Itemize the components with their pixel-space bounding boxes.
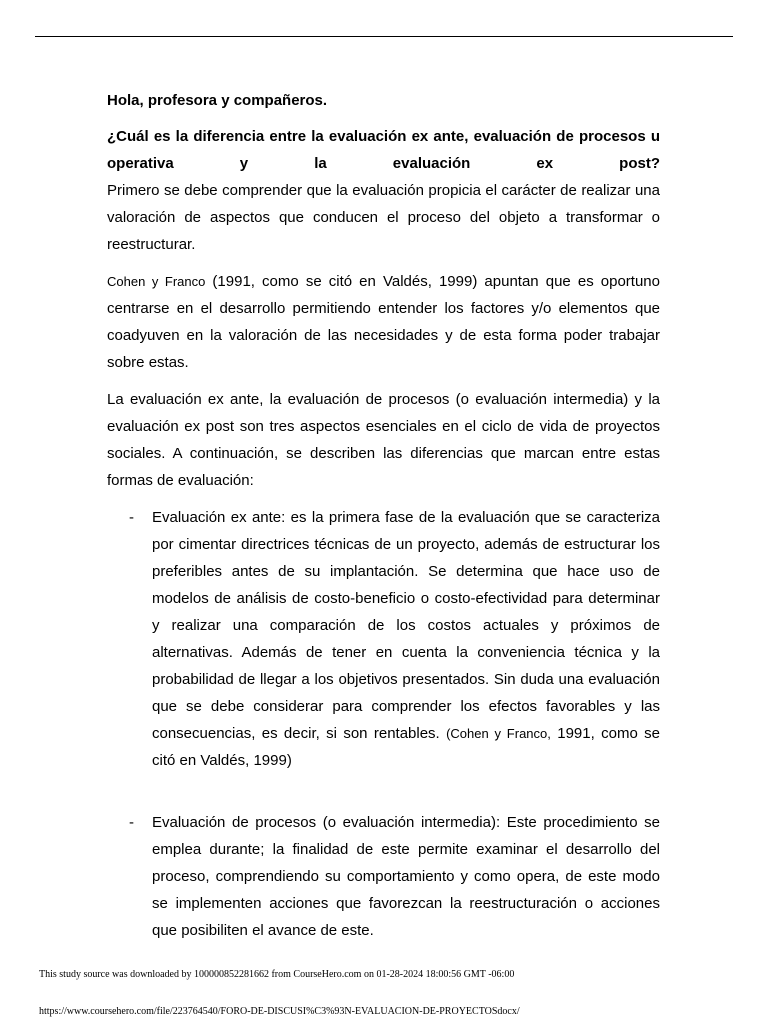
bullet-dash: - [129,509,134,526]
download-notice: This study source was downloaded by 100000852281662 from CourseHero.com on 01-28-2024 18:00:56 GMT -06:00 [39,969,515,980]
list-item-text: Evaluación de procesos (o evaluación intermedia): Este procedimiento se emplea durante; la finalidad de este permite examinar el desarrollo del proceso, comprendiendo su comportamiento y como opera, de este modo se implementen acciones que favorezcan la reestructuración o acciones que posibiliten el avance de este. [152,814,660,939]
citation-text: (1991, como se citó en Valdés, 1999) apuntan que es oportuno centrarse en el desarrollo permitiendo entender los factores y/o elementos que coadyuven en la valoración de las necesidades y de esta forma poder trabajar sobre estas. [107,273,660,371]
question-heading [107,123,660,177]
evaluation-list [107,504,660,944]
list-item-procesos [107,809,660,944]
citation-authors: Cohen y Franco [107,274,206,289]
question-line-2: operativa y la evaluación ex post? [107,155,660,172]
list-item-ex-ante [107,504,660,774]
list-item-text: Evaluación ex ante: es la primera fase de la evaluación que se caracteriza por cimentar directrices técnicas de un proyecto, además de estructurar los preferibles antes de su implantación. Se determina que hace uso de modelos de análisis de costo-beneficio o costo-efectividad para determinar y realizar una comparación de los costos actuales y próximos de alternativas. Además de tener en cuenta la conveniencia técnica y la probabilidad de llegar a los objetivos presentados. Sin duda una evaluación que se debe considerar para comprender los efectos favorables y las consecuencias, es decir, si son rentables. [152,509,660,742]
paragraph-intro: Primero se debe comprender que la evaluación propicia el carácter de realizar una valoración de aspectos que conducen el proceso del objeto a transformar o reestructurar. [107,182,660,253]
paragraph-overview: La evaluación ex ante, la evaluación de procesos (o evaluación intermedia) y la evaluación ex post son tres aspectos esenciales en el ciclo de vida de proyectos sociales. A continuación, se describen las diferencias que marcan entre estas formas de evaluación: [107,391,660,489]
source-url[interactable]: https://www.coursehero.com/file/223764540/FORO-DE-DISCUSI%C3%93N-EVALUACION-DE-PROYECTOSdocx/ [39,1006,520,1017]
question-line-1: ¿Cuál es la diferencia entre la evaluación ex ante, evaluación de procesos u [107,128,660,145]
list-item-citation: (Cohen y Franco, [446,726,551,741]
list-item-citation-tail: 1991, como se citó en Valdés, 1999) [152,725,660,769]
document-body [107,87,660,944]
bullet-dash: - [129,814,134,831]
greeting: Hola, profesora y compañeros. [107,92,328,109]
header-rule [35,36,733,37]
paragraph-citation [107,268,660,376]
